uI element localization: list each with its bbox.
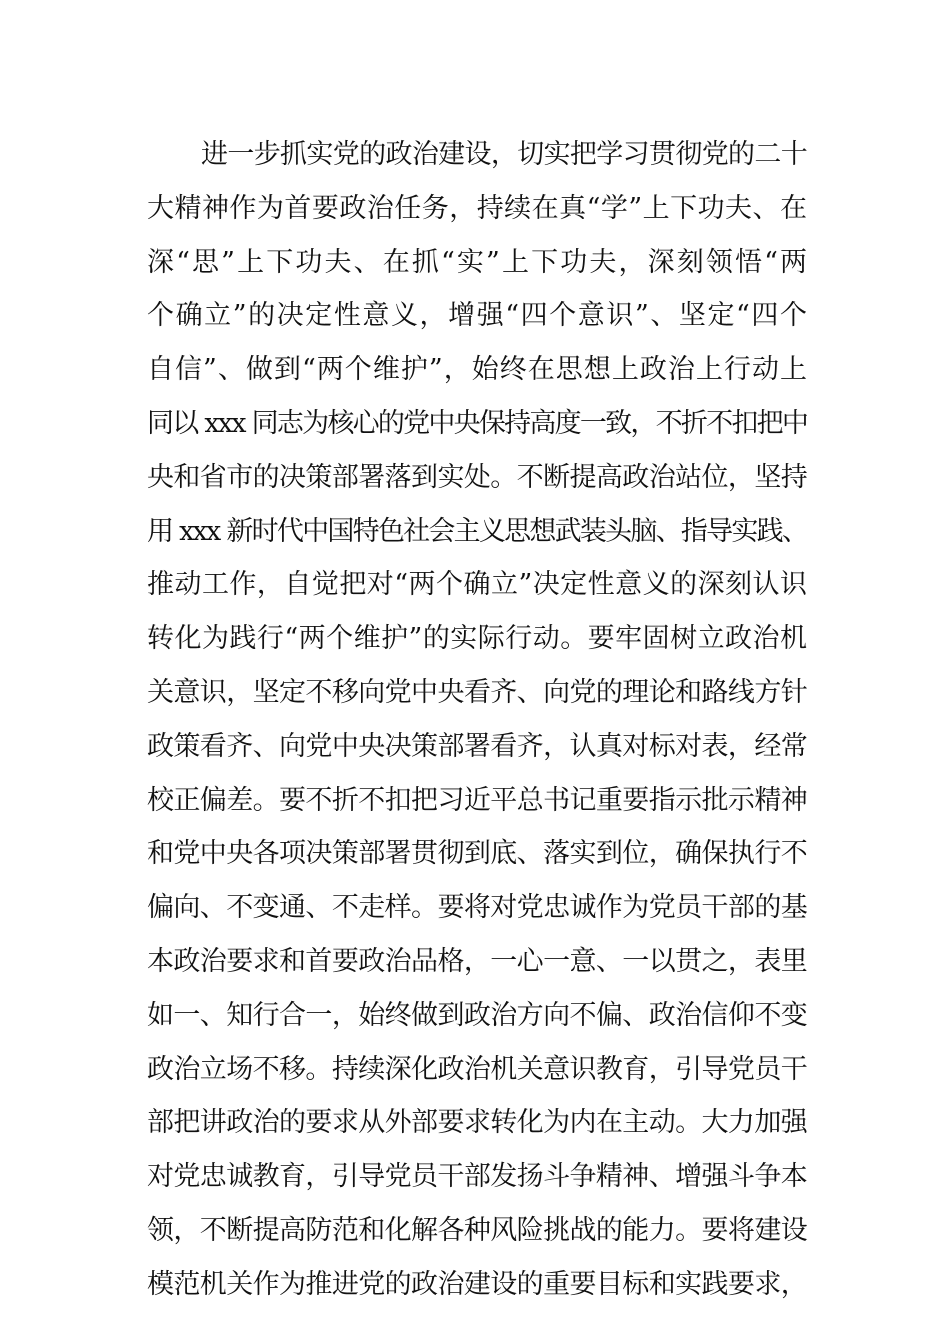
paragraph-line: 自信”、做到“两个维护”，始终在思想上政治上行动上 bbox=[147, 354, 807, 386]
paragraph-line: 如一、知行合一，始终做到政治方向不偏、政治信仰不变 bbox=[147, 999, 807, 1031]
paragraph-line: 政治立场不移。持续深化政治机关意识教育，引导党员干 bbox=[147, 1053, 807, 1085]
paragraph-line: 央和省市的决策部署落到实处。不断提高政治站位，坚持 bbox=[147, 461, 807, 493]
paragraph-line: 部把讲政治的要求从外部要求转化为内在主动。大力加强 bbox=[147, 1107, 807, 1139]
paragraph-line: 关意识，坚定不移向党中央看齐、向党的理论和路线方针 bbox=[147, 676, 807, 708]
paragraph-line: 对党忠诚教育，引导党员干部发扬斗争精神、增强斗争本 bbox=[147, 1161, 807, 1193]
paragraph-line: 政策看齐、向党中央决策部署看齐，认真对标对表，经常 bbox=[147, 730, 807, 762]
paragraph-line: 个确立”的决定性意义，增强“四个意识”、坚定“四个 bbox=[147, 300, 807, 332]
paragraph-line: 领，不断提高防范和化解各种风险挑战的能力。要将建设 bbox=[147, 1214, 807, 1246]
paragraph-line: 本政治要求和首要政治品格，一心一意、一以贯之，表里 bbox=[147, 945, 807, 977]
paragraph-line: 转化为践行“两个维护”的实际行动。要牢固树立政治机 bbox=[147, 623, 807, 655]
paragraph-line: 同以 xxx 同志为核心的党中央保持高度一致，不折不扣把中 bbox=[147, 407, 808, 439]
paragraph-line: 和党中央各项决策部署贯彻到底、落实到位，确保执行不 bbox=[147, 838, 807, 870]
paragraph-line: 校正偏差。要不折不扣把习近平总书记重要指示批示精神 bbox=[147, 784, 807, 816]
paragraph-line: 偏向、不变通、不走样。要将对党忠诚作为党员干部的基 bbox=[147, 892, 807, 924]
paragraph-line: 大精神作为首要政治任务，持续在真“学”上下功夫、在 bbox=[147, 192, 807, 224]
paragraph-line: 模范机关作为推进党的政治建设的重要目标和实践要求， bbox=[147, 1268, 807, 1300]
paragraph-line: 深“思”上下功夫、在抓“实”上下功夫，深刻领悟“两 bbox=[147, 246, 807, 278]
paragraph-line: 推动工作，自觉把对“两个确立”决定性意义的深刻认识 bbox=[147, 569, 807, 601]
paragraph-body bbox=[147, 128, 807, 1312]
paragraph-line: 进一步抓实党的政治建设，切实把学习贯彻党的二十 bbox=[201, 139, 807, 170]
paragraph-line: 用 xxx 新时代中国特色社会主义思想武装头脑、指导实践、 bbox=[147, 515, 808, 547]
